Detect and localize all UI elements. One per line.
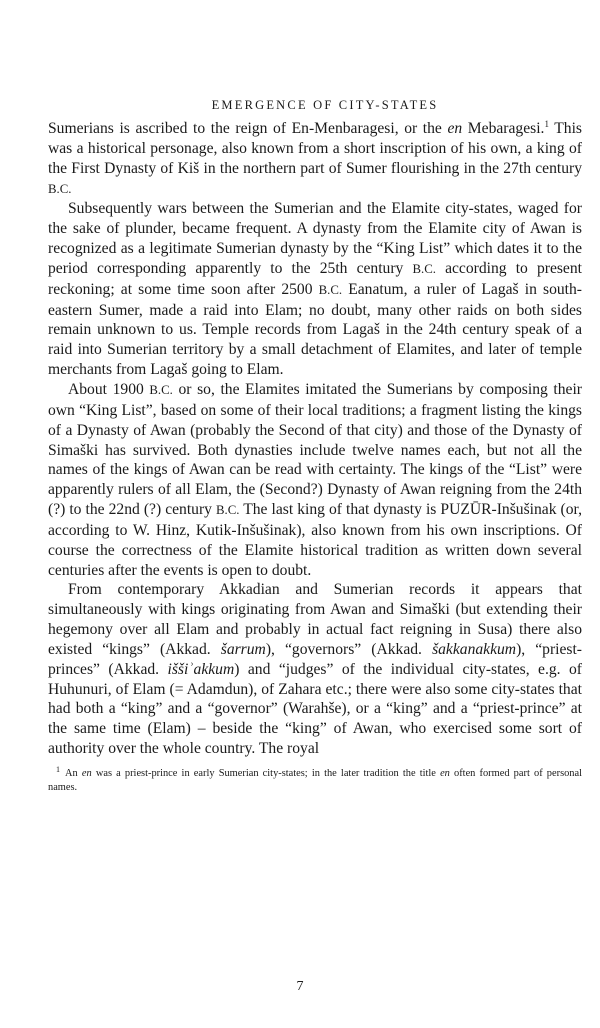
text-run: according to present reckoning; at some time soon after 2500 [48,259,582,298]
italic-term: šarrum [220,640,266,658]
body-text [48,119,582,759]
italic-term: šakkanakkum [432,640,517,658]
page [48,98,582,794]
era-abbreviation: B.C. [149,382,173,397]
text-run: About 1900 [68,380,150,398]
text-run: Sumerians is ascribed to the reign of En-Menbaragesi, or the [48,120,448,137]
text-run: ), “governors” (Akkad. [265,640,433,658]
era-abbreviation: B.C. [48,181,72,196]
text-run: Subsequently wars between the Sumerian and the Elamite city-states, waged for the sake of plunder, became frequent. A dynasty from the Elamite city of Awan is recognized as a legitimate Sumerian dynasty by the “King List” which dates it to the period corresponding apparently to the 25th century [48,200,582,277]
era-abbreviation: B.C. [216,503,240,518]
text-run: This was a historical personage, also known from a short inscription of his own, a king of the First Dynasty of Kiš in the northern part of Sumer flourishing in the 27th century [48,120,582,177]
footnote [48,764,583,794]
footnote-text [48,768,582,793]
text-run: Mebaragesi. [462,120,545,137]
text-run: or so, the Elamites imitated the Sumerians by composing their own “King List”, based on some of their local traditions; a fragment listing the kings of a Dynasty of Awan (probably the Second of that city) and those of the Dynasty of Simaški has survived. Both dynasties include twelve names each, but not all the names of the kings of Awan can be read with certainty. The kings of the “List” were apparently rulers of all Elam, the (Second?) Dynasty of Awan reigning from the 24th (?) to the 22nd (?) century [48,380,582,519]
italic-term: en [81,768,92,779]
text-run: Eanatum, a ruler of Lagaš in south-eastern Sumer, made a raid into Elam; no doubt, many other raids on both sides remain unknown to us. Temple records from Lagaš in the 24th century speak of a raid into Sumerian territory by a small detachment of Elamites, and later of temple merchants from Lagaš going to Elam. [48,280,582,379]
paragraph [48,199,582,380]
italic-term: en [440,768,450,779]
paragraph [48,580,582,759]
page-number: 7 [296,979,304,994]
text-run: ) and “judges” of the individual city-states, e.g. of Huhunuri, of Elam (= Adamdun), of Zahara etc.; there were also some city-states that had both a “king” and a “governor” (Warahše), or a “king” and a “priest-prince” at the same time (Elam) – beside the “king” of Awan, who exercised some sort of authority over the whole country. The royal [48,660,582,758]
paragraph [48,380,582,580]
text-run: The last king of that dynasty is PUZŪR-Inšušinak (or, according to W. Hinz, Kutik-Inšušinak), also known from his own inscriptions. Of course the correctness of the Elamite historical tradition as written down several centuries after the events is open to doubt. [48,501,582,579]
italic-term: en [447,120,463,137]
text-run: was a priest-prince in early Sumerian city-states; in the later tradition the title [91,768,441,779]
footnote-mark: 1 [56,764,60,774]
era-abbreviation: B.C. [318,282,343,297]
paragraph [48,119,582,199]
text-run: ), “priest-princes” (Akkad. [48,640,583,678]
era-abbreviation: B.C. [412,261,436,276]
text-run: An [65,768,82,779]
running-head: EMERGENCE OF CITY-STATES [211,98,439,112]
text-run: From contemporary Akkadian and Sumerian records it appears that simultaneously with kings originating from Awan and Simaški (but extending their hegemony over all Elam and probably in actual fact reigning in Susa) there also existed “kings” (Akkad. [48,581,582,658]
text-run: often formed part of personal names. [48,768,583,793]
footnote-reference: 1 [544,118,549,129]
italic-term: iššiʾakkum [167,660,235,678]
